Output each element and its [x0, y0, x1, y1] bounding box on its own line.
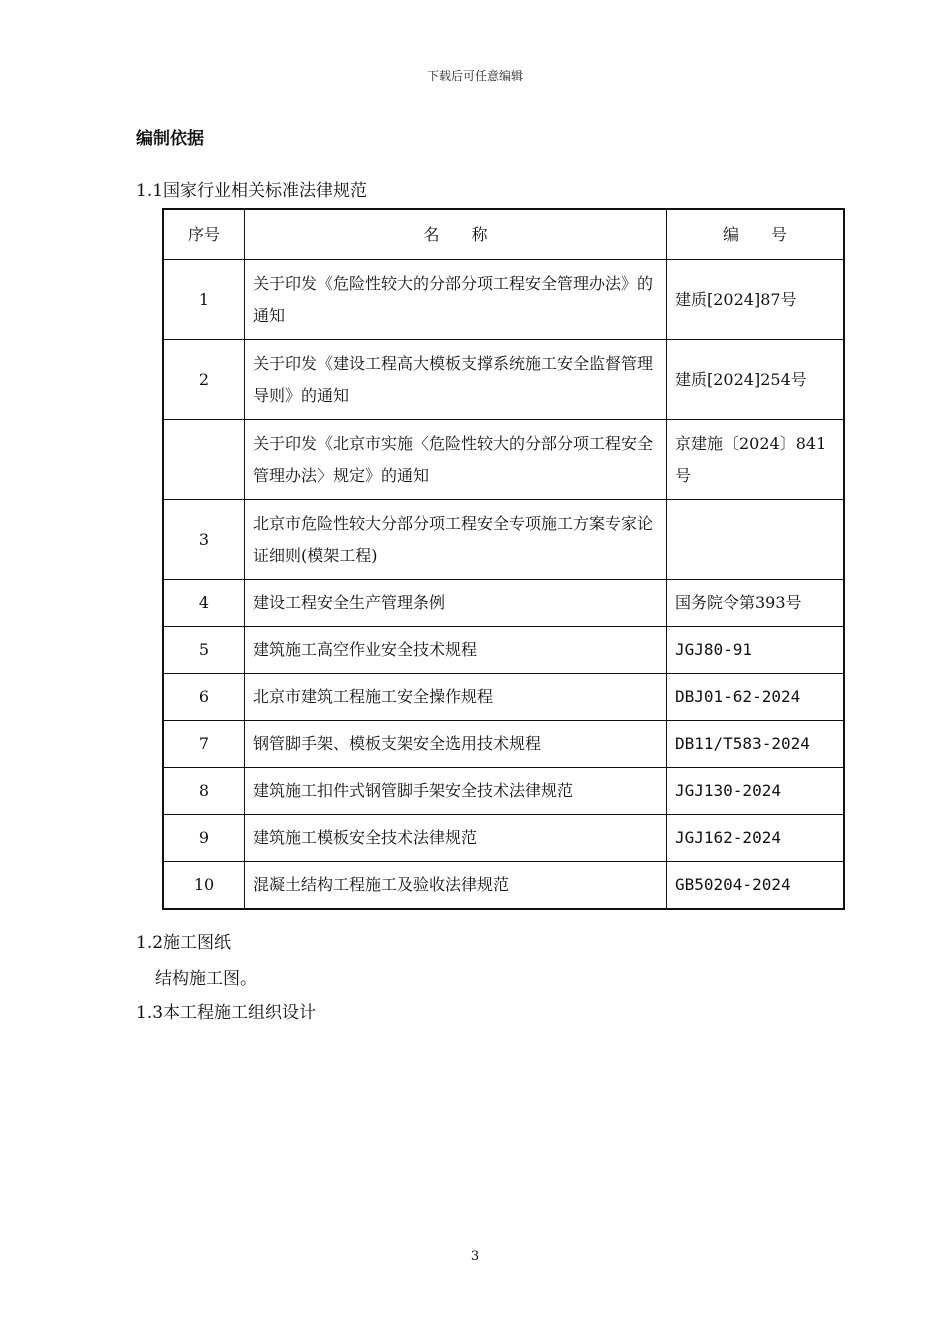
cell-code: DBJ01-62-2024 [667, 674, 845, 721]
cell-name: 关于印发《建设工程高大模板支撑系统施工安全监督管理导则》的通知 [245, 340, 667, 420]
cell-name: 建筑施工高空作业安全技术规程 [245, 627, 667, 674]
cell-serial: 10 [163, 862, 245, 910]
cell-code: 建质[2024]254号 [667, 340, 845, 420]
heading-1-2: 1.2施工图纸 [136, 933, 232, 953]
cell-name: 建设工程安全生产管理条例 [245, 580, 667, 627]
table-row [163, 674, 844, 721]
header-code: 编 号 [667, 209, 845, 260]
cell-serial: 2 [163, 340, 245, 420]
table-header-row [163, 209, 844, 260]
cell-name: 钢管脚手架、模板支架安全选用技术规程 [245, 721, 667, 768]
cell-name: 建筑施工扣件式钢管脚手架安全技术法律规范 [245, 768, 667, 815]
cell-code: 建质[2024]87号 [667, 260, 845, 340]
cell-code: GB50204-2024 [667, 862, 845, 910]
header-note: 下载后可任意编辑 [426, 69, 523, 83]
table-row [163, 500, 844, 580]
cell-name: 建筑施工模板安全技术法律规范 [245, 815, 667, 862]
cell-code: DB11/T583-2024 [667, 721, 845, 768]
cell-serial: 3 [163, 500, 245, 580]
heading-1-1: 1.1国家行业相关标准法律规范 [136, 181, 368, 201]
cell-code [667, 500, 845, 580]
table-row [163, 627, 844, 674]
table-row [163, 862, 844, 910]
cell-name: 北京市建筑工程施工安全操作规程 [245, 674, 667, 721]
drawings-text: 结构施工图。 [155, 969, 257, 989]
cell-serial: 6 [163, 674, 245, 721]
cell-name: 关于印发《北京市实施〈危险性较大的分部分项工程安全管理办法〉规定》的通知 [245, 420, 667, 500]
cell-serial: 1 [163, 260, 245, 340]
cell-code: 国务院令第393号 [667, 580, 845, 627]
cell-serial: 4 [163, 580, 245, 627]
cell-serial [163, 420, 245, 500]
cell-serial: 8 [163, 768, 245, 815]
cell-code: 京建施〔2024〕841号 [667, 420, 845, 500]
cell-name: 混凝土结构工程施工及验收法律规范 [245, 862, 667, 910]
table-row [163, 815, 844, 862]
heading-1-3: 1.3本工程施工组织设计 [136, 1003, 317, 1023]
cell-code: JGJ130-2024 [667, 768, 845, 815]
standards-table [162, 208, 845, 910]
cell-name: 关于印发《危险性较大的分部分项工程安全管理办法》的通知 [245, 260, 667, 340]
cell-name: 北京市危险性较大分部分项工程安全专项施工方案专家论证细则(模架工程) [245, 500, 667, 580]
section-title: 编制依据 [136, 129, 204, 149]
header-name: 名 称 [245, 209, 667, 260]
table-row [163, 580, 844, 627]
cell-serial: 5 [163, 627, 245, 674]
table-row [163, 721, 844, 768]
cell-serial: 7 [163, 721, 245, 768]
table-row [163, 260, 844, 340]
table-row [163, 768, 844, 815]
cell-code: JGJ162-2024 [667, 815, 845, 862]
page-number: 3 [470, 1249, 480, 1264]
cell-code: JGJ80-91 [667, 627, 845, 674]
header-serial: 序号 [163, 209, 245, 260]
table-row [163, 420, 844, 500]
cell-serial: 9 [163, 815, 245, 862]
table-row [163, 340, 844, 420]
